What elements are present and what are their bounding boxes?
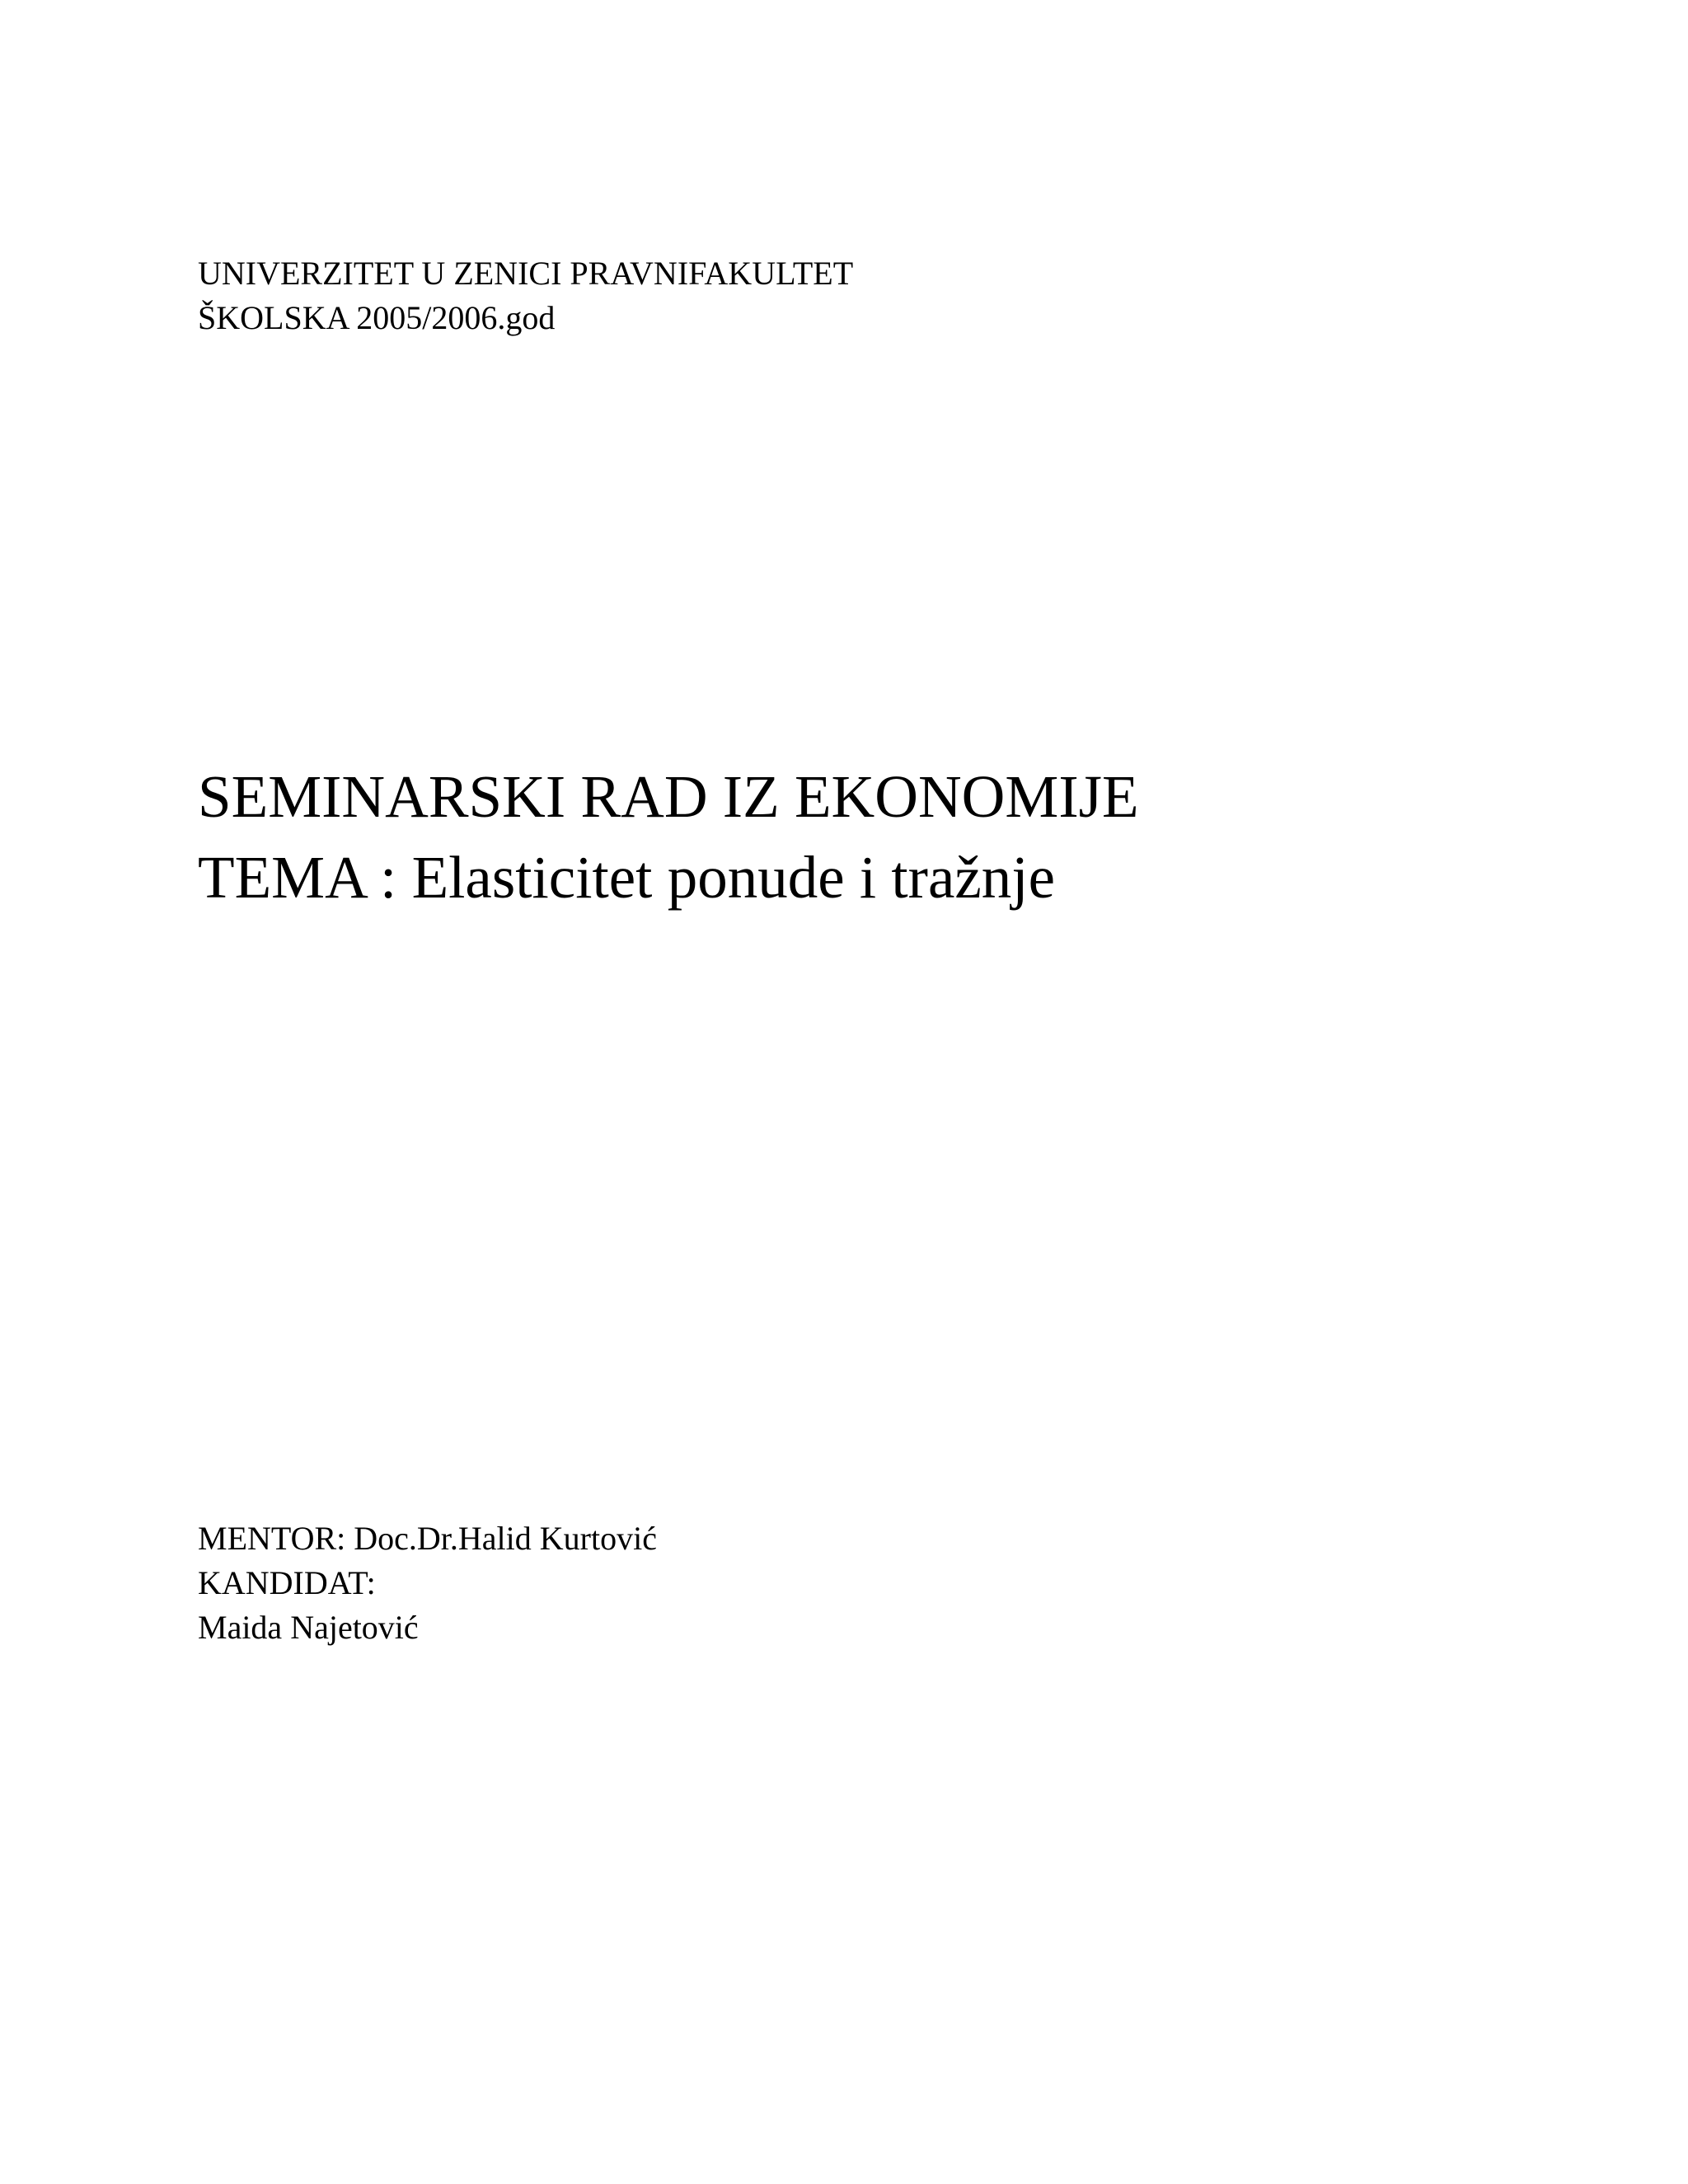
author-block (198, 1516, 657, 1650)
document-topic: TEMA : Elasticitet ponude i tražnje (198, 844, 1055, 911)
candidate-name: Maida Najetović (198, 1609, 419, 1646)
mentor-line: MENTOR: Doc.Dr.Halid Kurtović (198, 1520, 657, 1557)
title-block (198, 757, 1139, 918)
header-block (198, 251, 853, 340)
university-name: UNIVERZITET U ZENICI PRAVNIFAKULTET (198, 255, 854, 292)
candidate-label: KANDIDAT: (198, 1564, 376, 1601)
school-year: ŠKOLSKA 2005/2006.god (198, 299, 556, 336)
document-title: SEMINARSKI RAD IZ EKONOMIJE (198, 763, 1139, 830)
